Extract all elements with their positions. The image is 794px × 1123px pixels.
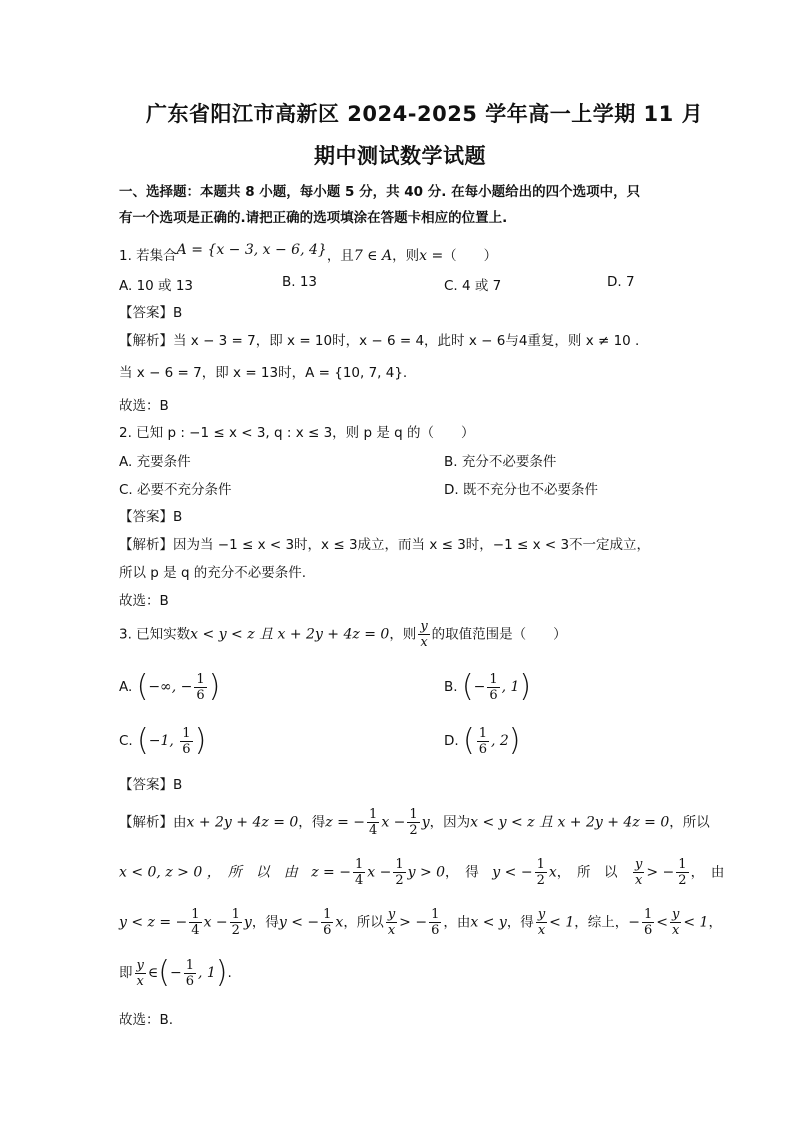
- q3-option-a: A. (−∞, − $\frac{1}{6}$ ): [119, 669, 221, 704]
- q3-option-b: B. (− $\frac{1}{6}$ , 1): [444, 669, 532, 704]
- q2-option-b: B. 充分不必要条件: [444, 454, 557, 470]
- fraction-y-over-x: $\frac{y}{x}$: [420, 619, 428, 650]
- q2-stem: 2. 已知 p : −1 ≤ x < 3, q : x ≤ 3，则 p 是 q 的（ ）: [119, 425, 475, 441]
- q1-option-d: D. 7: [607, 274, 635, 290]
- q3-stem: 3. 已知实数x < y < z 且 x + 2y + 4z = 0，则 $\frac{y}{x}$ 的取值范围是（ ）: [119, 619, 567, 650]
- q3-option-c: C. (−1, $\frac{1}{6}$ ): [119, 723, 207, 758]
- q2-option-d: D. 既不充分也不必要条件: [444, 482, 598, 498]
- q1-answer: 【答案】B: [119, 305, 183, 321]
- q3-analysis-line4: 即 $\frac{y}{x}$ ∈(− $\frac{1}{6}$ , 1).: [119, 955, 232, 990]
- q3-analysis-line1: 【解析】由x + 2y + 4z = 0，得z = − $\frac{1}{4}$ x − $\frac{1}{2}$ y，因为x < y < z 且 x + 2y + 4z = 0，所以: [119, 807, 710, 838]
- q2-option-c: C. 必要不充分条件: [119, 482, 232, 498]
- q2-answer: 【答案】B: [119, 509, 183, 525]
- q2-option-a: A. 充要条件: [119, 454, 191, 470]
- q3-analysis-line3: y < z = − $\frac{1}{4}$ x − $\frac{1}{2}$ y，得y < − $\frac{1}{6}$ x，所以 $\frac{y}{x}$ > − $\frac{1}{6}$ ，由x < y，得 $\frac{y}{x}$ < 1，综上，− $\frac{1}{6}$ < $\frac{y}{x}$ < 1，: [119, 907, 722, 938]
- q3-option-d: D. ( $\frac{1}{6}$ , 2): [444, 723, 521, 758]
- section-instructions-line1: 一、选择题：本题共 8 小题，每小题 5 分，共 40 分. 在每小题给出的四个选项中，只: [119, 184, 641, 200]
- q1-stem: 1. 若集合A = {x − 3, x − 6, 4}，且7 ∈ A，则x =（ ）: [119, 242, 498, 264]
- q1-choose: 故选：B: [119, 398, 169, 414]
- q2-analysis-line1: 【解析】因为当 −1 ≤ x < 3时，x ≤ 3成立，而当 x ≤ 3时，−1 ≤ x < 3不一定成立，: [119, 537, 651, 553]
- q3-choose: 故选：B.: [119, 1012, 174, 1028]
- section-instructions-line2: 有一个选项是正确的.请把正确的选项填涂在答题卡相应的位置上.: [119, 210, 508, 226]
- page-subtitle: 期中测试数学试题: [314, 144, 486, 168]
- q1-option-c: C. 4 或 7: [444, 278, 502, 294]
- q3-answer: 【答案】B: [119, 777, 183, 793]
- q3-analysis-line2: x < 0, z > 0 ， 所 以 由 z = − $\frac{1}{4}$ x − $\frac{1}{2}$ y > 0， 得 y < − $\frac{1}{2}$ x， 所 以 $\frac{y}{x}$ > − $\frac{1}{2}$ ， 由: [119, 857, 725, 888]
- page-title: 广东省阳江市高新区 2024-2025 学年高一上学期 11 月: [146, 102, 704, 126]
- q2-analysis-line2: 所以 p 是 q 的充分不必要条件.: [119, 565, 307, 581]
- q1-analysis-line2: 当 x − 6 = 7，即 x = 13时，A = {10, 7, 4}.: [119, 365, 408, 381]
- q1-option-a: A. 10 或 13: [119, 278, 194, 294]
- q2-choose: 故选：B: [119, 593, 169, 609]
- q1-option-b: B. 13: [282, 274, 318, 290]
- q1-analysis-line1: 【解析】当 x − 3 = 7，即 x = 10时，x − 6 = 4，此时 x − 6与4重复，则 x ≠ 10 .: [119, 333, 640, 349]
